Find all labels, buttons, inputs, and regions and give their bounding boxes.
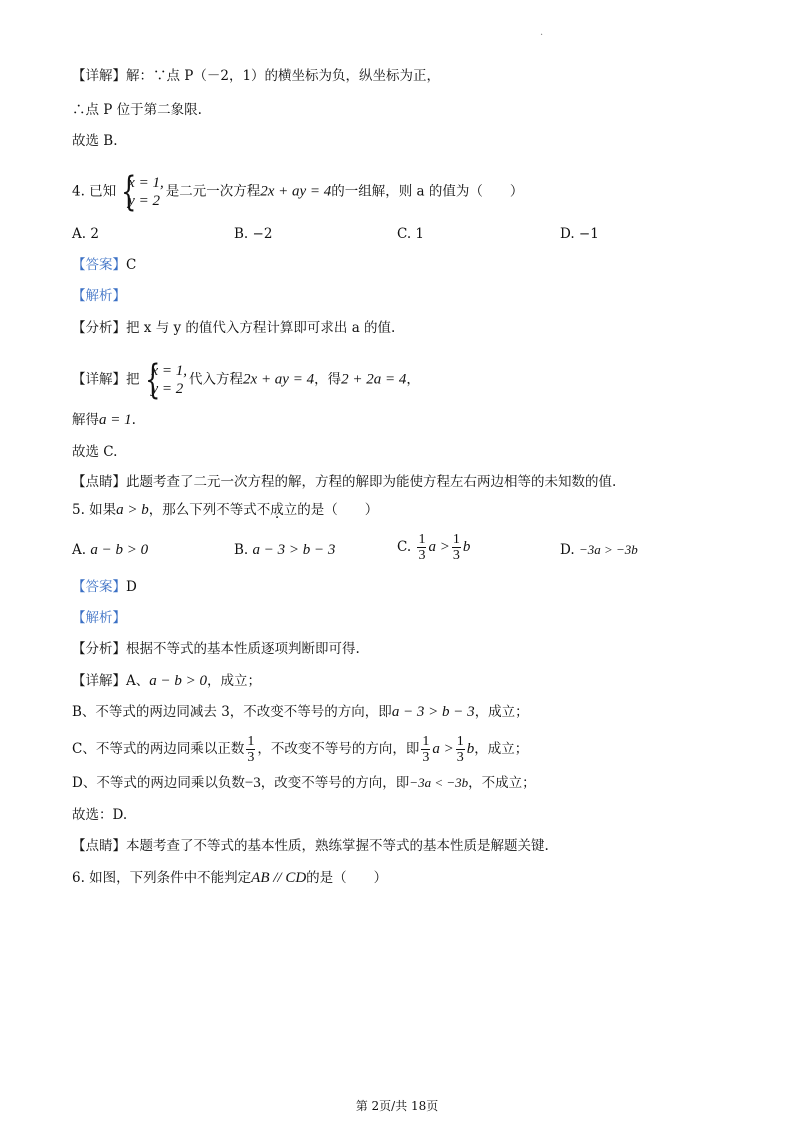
q4-detail-eq2: 2 + 2a = 4 [341, 371, 407, 388]
q5-stem-mid: ，那么下列不等式 [148, 502, 257, 518]
q5-detail-c-frac-2: $\frac{1}{3}$ [456, 734, 464, 765]
q5-detail-d-num: −3 [244, 775, 261, 791]
q5-comment-line [72, 836, 549, 856]
q4-option-a: A. 2 [72, 226, 99, 242]
q4-solve-line [72, 410, 136, 430]
q5-emphasis: 不成立 [256, 502, 298, 518]
q4-fenxi-line [72, 318, 395, 338]
q5-option-c-expr-a: a > [428, 539, 450, 555]
q5-condition: a > b [116, 502, 149, 518]
q4-equation: 2x + ay = 4 [260, 183, 332, 200]
q5-option-c [397, 532, 470, 563]
q5-answer-line [72, 577, 137, 597]
q3-detail-tag: 【详解】 [72, 68, 126, 84]
q4-number: 4. 已知 [72, 183, 117, 200]
q5-fenxi: 根据不等式的基本性质逐项判断即可得. [126, 641, 360, 657]
q4-fenxi: 把 x 与 y 的值代入方程计算即可求出 a 的值. [126, 320, 396, 336]
q5-number: 5. 如果 [72, 502, 117, 518]
q4-analysis-tag: 【解析】 [72, 288, 126, 304]
page-footer: 第 2页/共 18页 [355, 1099, 439, 1113]
q5-comment-tag: 【点睛】 [72, 838, 126, 854]
q4-answer-line [72, 255, 136, 275]
q4-fenxi-tag: 【分析】 [72, 320, 126, 336]
q4-detail-end: ， [406, 371, 420, 388]
q5-stem-end: 的是（ ） [297, 502, 379, 518]
q4-detail-mid: 代入方程 [189, 371, 244, 388]
q5-option-a-expr: a − b > 0 [90, 542, 149, 558]
q4-sys-row1: x = 1, [128, 175, 164, 191]
q5-option-b-expr: a − 3 > b − 3 [252, 542, 336, 558]
q4-option-c: C. 1 [397, 226, 425, 242]
q5-detail-c-expr-a: a > [432, 741, 454, 757]
q5-answer: D [126, 579, 137, 595]
q5-detail-c-pre: C、不等式的两边同乘以正数 [72, 741, 245, 757]
q5-detail-d-mid: ，改变不等号的方向，即 [260, 775, 410, 791]
q5-option-b [234, 540, 335, 560]
q3-detail-text: 解：∵点 P（－2，1）的横坐标为负，纵坐标为正， [126, 68, 441, 84]
q4-answer-tag: 【答案】 [72, 257, 126, 273]
q6-stem [72, 868, 387, 888]
q6-number: 6. 如图，下列条件中不能判定 [72, 870, 252, 886]
q4-detail-line [72, 357, 420, 403]
q4-comment-line [72, 472, 616, 492]
q5-detail-d-eq: −3a < −3b [409, 775, 469, 790]
q4-solve-eq: a = 1 [99, 412, 132, 428]
q5-detail-c-frac-0: $\frac{1}{3}$ [247, 734, 255, 765]
q5-option-d-label: D. [560, 542, 575, 558]
q4-comment-tag: 【点睛】 [72, 474, 126, 490]
q5-choice: 故选：D. [72, 807, 128, 823]
q4-answer: C [126, 257, 137, 273]
q4-choice: 故选 C. [72, 444, 118, 460]
q5-fenxi-tag: 【分析】 [72, 641, 126, 657]
q5-option-c-label: C. [397, 539, 412, 555]
q5-detail-c-end: ，成立； [474, 741, 529, 757]
q5-detail-d-pre: D、不等式的两边同乘以负数 [72, 775, 245, 791]
q5-option-d-expr: −3a > −3b [578, 542, 638, 557]
q5-option-d [560, 540, 638, 560]
q5-comment: 本题考查了不等式的基本性质，熟练掌握不等式的基本性质是解题关键. [126, 838, 549, 854]
q5-detail-c-mid: ，不改变不等号的方向，即 [257, 741, 420, 757]
q6-relation: AB // CD [251, 870, 307, 886]
q5-detail-d-end: ，不成立； [468, 775, 536, 791]
q3-choice: 故选 B. [72, 133, 118, 149]
q4-solve-end: . [131, 412, 136, 428]
q4-sys-row2: y = 2 [128, 193, 160, 209]
q5-option-c-frac-1: $\frac{1}{3}$ [418, 532, 426, 563]
q4-option-d: D. −1 [560, 226, 599, 242]
q4-detail-mid2: ，得 [314, 371, 342, 388]
q5-detail-a-eq: a − b > 0 [149, 673, 207, 689]
q5-option-a [72, 540, 148, 560]
q4-stem [72, 169, 524, 215]
q5-detail-c-frac-1: $\frac{1}{3}$ [422, 734, 430, 765]
q5-detail-a-pre: A、 [126, 673, 150, 689]
q5-stem [72, 500, 378, 520]
q5-analysis-tag: 【解析】 [72, 610, 126, 626]
q4-detail-system: { x = 1, y = 2 [144, 357, 188, 403]
corner-mark: · [540, 30, 544, 41]
q4-equation-system: { x = 1, y = 2 [121, 169, 164, 215]
q5-detail-b-pre: B、不等式的两边同减去 3，不改变不等号的方向，即 [72, 704, 392, 720]
q4-detail-row1: x = 1, [151, 363, 188, 379]
q5-option-c-frac-2: $\frac{1}{3}$ [452, 532, 460, 563]
q5-detail-c-expr-b: b [466, 741, 475, 757]
q3-conclusion: ∴点 P 位于第二象限. [72, 102, 202, 118]
q5-detail-a-end: ，成立； [207, 673, 261, 689]
q5-fenxi-line [72, 639, 360, 659]
q6-stem-end: 的是（ ） [306, 870, 388, 886]
q5-option-a-label: A. [72, 542, 87, 558]
q4-detail-eq: 2x + ay = 4 [243, 371, 315, 388]
q5-detail-b-end: ，成立； [474, 704, 529, 720]
q5-option-b-label: B. [234, 542, 249, 558]
q5-detail-b [72, 702, 529, 722]
q5-detail-tag: 【详解】 [72, 673, 126, 689]
q4-option-b: B. −2 [234, 226, 273, 242]
q4-comment: 此题考查了二元一次方程的解，方程的解即为能使方程左右两边相等的未知数的值. [126, 474, 617, 490]
q4-detail-tag: 【详解】 [72, 371, 126, 388]
q5-detail-a [72, 671, 261, 691]
q5-answer-tag: 【答案】 [72, 579, 126, 595]
q4-solve-pre: 解得 [72, 412, 99, 428]
q4-analysis-line [72, 286, 126, 306]
q5-detail-d [72, 773, 536, 793]
q4-detail-pre: 把 [126, 371, 140, 388]
q5-option-c-expr-b: b [462, 539, 471, 555]
q4-detail-row2: y = 2 [151, 381, 184, 397]
q3-detail-line [72, 66, 440, 86]
q5-analysis-line [72, 608, 126, 628]
q5-detail-b-eq: a − 3 > b − 3 [391, 704, 475, 720]
q5-detail-c [72, 734, 528, 765]
q4-stem-mid: 是二元一次方程 [165, 183, 261, 200]
q4-stem-end: 的一组解，则 a 的值为（ ） [331, 183, 524, 200]
